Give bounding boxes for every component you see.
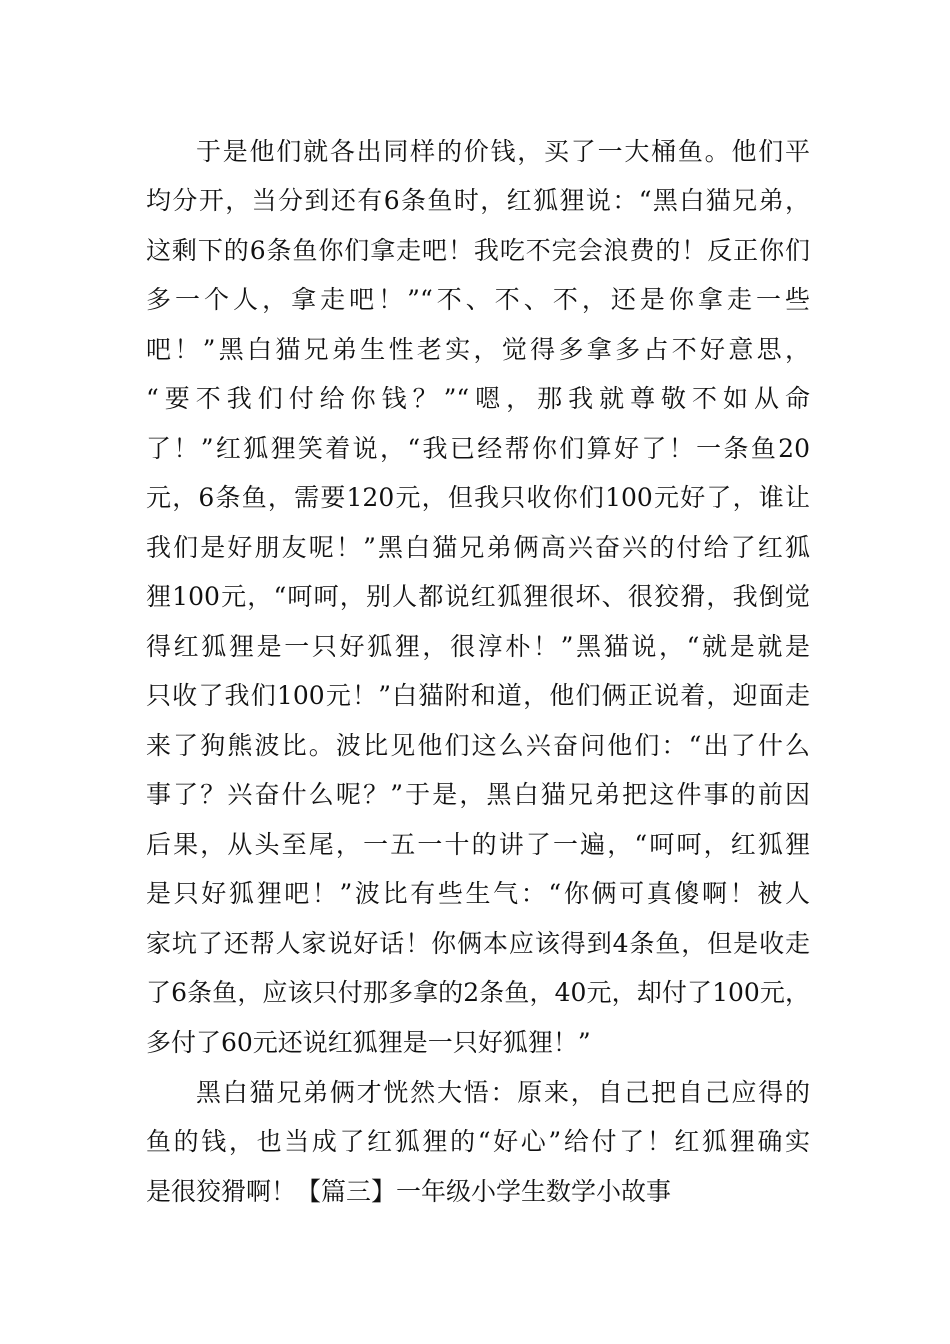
paragraph-line: 这剩下的6条鱼你们拿走吧！我吃不完会浪费的！反正你们 <box>146 236 810 265</box>
paragraph-line: 家坑了还帮人家说好话！你俩本应该得到4条鱼，但是收走 <box>146 929 810 958</box>
paragraph-line: 我们是好朋友呢！”黑白猫兄弟俩高兴奋兴的付给了红狐 <box>146 533 810 562</box>
paragraph-line: 均分开，当分到还有6条鱼时，红狐狸说：“黑白猫兄弟， <box>146 186 810 215</box>
paragraph-line: 鱼的钱，也当成了红狐狸的“好心”给付了！红狐狸确实 <box>146 1127 810 1156</box>
paragraph-line: “要不我们付给你钱？”“嗯，那我就尊敬不如从命 <box>146 384 810 413</box>
paragraph-line: 狸100元，“呵呵，别人都说红狐狸很坏、很狡猾，我倒觉 <box>146 582 810 611</box>
paragraph-line: 后果，从头至尾，一五一十的讲了一遍，“呵呵，红狐狸 <box>146 830 810 859</box>
paragraph-line: 来了狗熊波比。波比见他们这么兴奋问他们：“出了什么 <box>146 731 810 760</box>
paragraph-line: 了6条鱼，应该只付那多拿的2条鱼，40元，却付了100元， <box>146 978 810 1007</box>
paragraph-line: 黑白猫兄弟俩才恍然大悟：原来，自己把自己应得的 <box>196 1078 810 1107</box>
paragraph-line: 多一个人，拿走吧！”“不、不、不，还是你拿走一些 <box>146 285 810 314</box>
paragraph-line: 吧！”黑白猫兄弟生性老实，觉得多拿多占不好意思， <box>146 335 810 364</box>
paragraph-line: 于是他们就各出同样的价钱，买了一大桶鱼。他们平 <box>196 137 810 166</box>
paragraph-line: 多付了60元还说红狐狸是一只好狐狸！” <box>146 1028 591 1057</box>
paragraph-line: 事了？兴奋什么呢？”于是，黑白猫兄弟把这件事的前因 <box>146 780 810 809</box>
paragraph-line: 元，6条鱼，需要120元，但我只收你们100元好了，谁让 <box>146 483 810 512</box>
paragraph-line: 只收了我们100元！”白猫附和道，他们俩正说着，迎面走 <box>146 681 810 710</box>
paragraph-line: 是只好狐狸吧！”波比有些生气：“你俩可真傻啊！被人 <box>146 879 810 908</box>
paragraph-line: 是很狡猾啊！【篇三】一年级小学生数学小故事 <box>146 1177 672 1206</box>
paragraph-line: 了！”红狐狸笑着说，“我已经帮你们算好了！一条鱼20 <box>146 434 810 463</box>
paragraph-line: 得红狐狸是一只好狐狸，很淳朴！”黑猫说，“就是就是 <box>146 632 810 661</box>
